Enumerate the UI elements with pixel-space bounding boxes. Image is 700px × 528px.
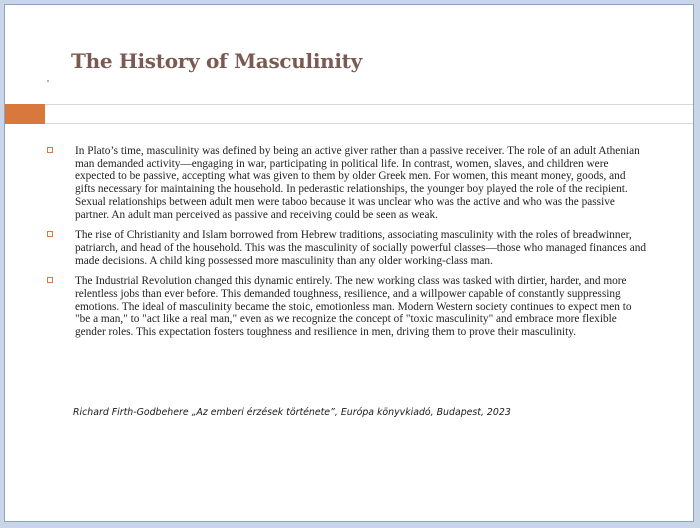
- bullet-list: [47, 145, 647, 347]
- accent-bar: [5, 104, 45, 124]
- bullet-text: The rise of Christianity and Islam borrowed from Hebrew traditions, associating masculinity with the roles of breadwinner, patriarch, and head of the household. This was the masculinity of socially powerful classes—those who managed finances and made decisions. A child king possessed more masculinity than any older working-class man.: [75, 229, 647, 267]
- bullet-text: The Industrial Revolution changed this dynamic entirely. The new working class was tasked with dirtier, harder, and more relentless jobs than ever before. This demanded toughness, resilience, and a willpower capable of constantly suppressing emotions. The ideal of masculinity became the stoic, emotionless man. Modern Western society continues to expect men to "be a man," to "act like a real man," even as we recognize the concept of "toxic masculinity" and embrace more flexible gender roles. This expectation fosters toughness and resilience in men, driving them to prove their masculinity.: [75, 275, 632, 339]
- list-item: [47, 145, 647, 221]
- bullet-text: In Plato’s time, masculinity was defined by being an active giver rather than a passive receiver. The role of an adult Athenian man demanded activity—engaging in war, participating in political life. In contrast, women, slaves, and children were expected to be passive, accepting what was given to them by older Greek men. For women, this meant money, goods, and gifts necessary for maintaining the household. In pederastic relationships, the younger boy played the role of the recipient. Sexual relationships between adult men were taboo because it was unclear who was the active and who was the passive partner. An adult man perceived as passive and receiving could be seen as weak.: [75, 145, 640, 221]
- divider-band: [45, 104, 693, 124]
- list-item: [47, 229, 647, 267]
- square-outline-bullet-icon: [47, 147, 53, 153]
- list-item: [47, 275, 647, 339]
- citation: Richard Firth-Godbehere „Az emberi érzések története”, Európa könyvkiadó, Budapest, 2023: [73, 407, 511, 418]
- slide-title: The History of Masculinity: [71, 49, 362, 73]
- decorative-dot: [47, 80, 49, 82]
- square-outline-bullet-icon: [47, 277, 53, 283]
- slide: [4, 4, 694, 522]
- square-outline-bullet-icon: [47, 231, 53, 237]
